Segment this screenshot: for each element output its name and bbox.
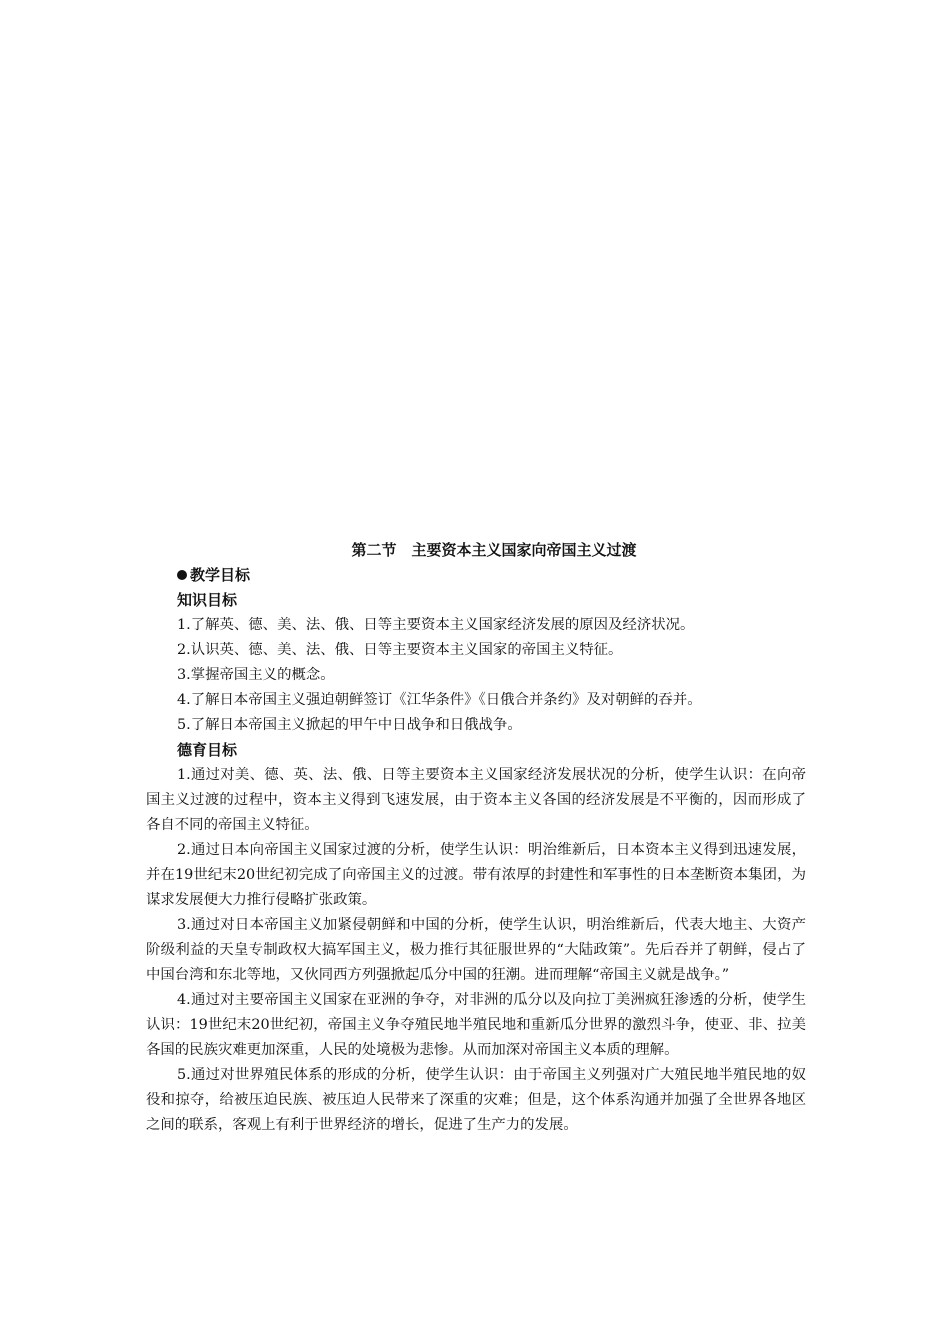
knowledge-item: 5.了解日本帝国主义掀起的甲午中日战争和日俄战争。: [177, 717, 522, 733]
moral-paragraph: 5.通过对世界殖民体系的形成的分析，使学生认识：由于帝国主义列强对广大殖民地半殖民地的奴役和掠夺，给被压迫民族、被压迫人民带来了深重的灾难；但是，这个体系沟通并加强了全世界各地区之间的联系，客观上有利于世界经济的增长，促进了生产力的发展。: [146, 1067, 806, 1133]
section-heading-label: 教学目标: [190, 566, 251, 584]
moral-paragraph: 2.通过日本向帝国主义国家过渡的分析，使学生认识：明治维新后，日本资本主义得到迅速发展，并在19世纪末20世纪初完成了向帝国主义的过渡。带有浓厚的封建性和军事性的日本垄断资本集团，为谋求发展便大力推行侵略扩张政策。: [146, 842, 806, 908]
moral-heading: 德育目标: [177, 741, 238, 759]
document-body: [146, 537, 806, 1138]
section-heading: [146, 563, 806, 588]
moral-paragraph: 3.通过对日本帝国主义加紧侵朝鲜和中国的分析，使学生认识，明治维新后，代表大地主、大资产阶级利益的天皇专制政权大搞军国主义，极力推行其征服世界的“大陆政策”。先后吞并了朝鲜，侵占了中国台湾和东北等地，又伙同西方列强掀起瓜分中国的狂潮。进而理解“帝国主义就是战争。”: [146, 917, 806, 983]
knowledge-item: 4.了解日本帝国主义强迫朝鲜签订《江华条件》《日俄合并条约》及对朝鲜的吞并。: [177, 692, 702, 708]
knowledge-item: 3.掌握帝国主义的概念。: [177, 667, 335, 683]
bullet-icon: [177, 570, 187, 580]
moral-paragraph: 1.通过对美、德、英、法、俄、日等主要资本主义国家经济发展状况的分析，使学生认识：在向帝国主义过渡的过程中，资本主义得到飞速发展，由于资本主义各国的经济发展是不平衡的，因而形成了各自不同的帝国主义特征。: [146, 767, 806, 833]
moral-paragraph: 4.通过对主要帝国主义国家在亚洲的争夺，对非洲的瓜分以及向拉丁美洲疯狂渗透的分析，使学生认识：19世纪末20世纪初，帝国主义争夺殖民地半殖民地和重新瓜分世界的激烈斗争，使亚、非、拉美各国的民族灾难更加深重，人民的处境极为悲惨。从而加深对帝国主义本质的理解。: [146, 992, 806, 1058]
page-title: 第二节 主要资本主义国家向帝国主义过渡: [351, 541, 637, 559]
knowledge-item: 2.认识英、德、美、法、俄、日等主要资本主义国家的帝国主义特征。: [177, 642, 623, 658]
knowledge-heading: 知识目标: [177, 591, 238, 609]
knowledge-item: 1.了解英、德、美、法、俄、日等主要资本主义国家经济发展的原因及经济状况。: [177, 617, 695, 633]
